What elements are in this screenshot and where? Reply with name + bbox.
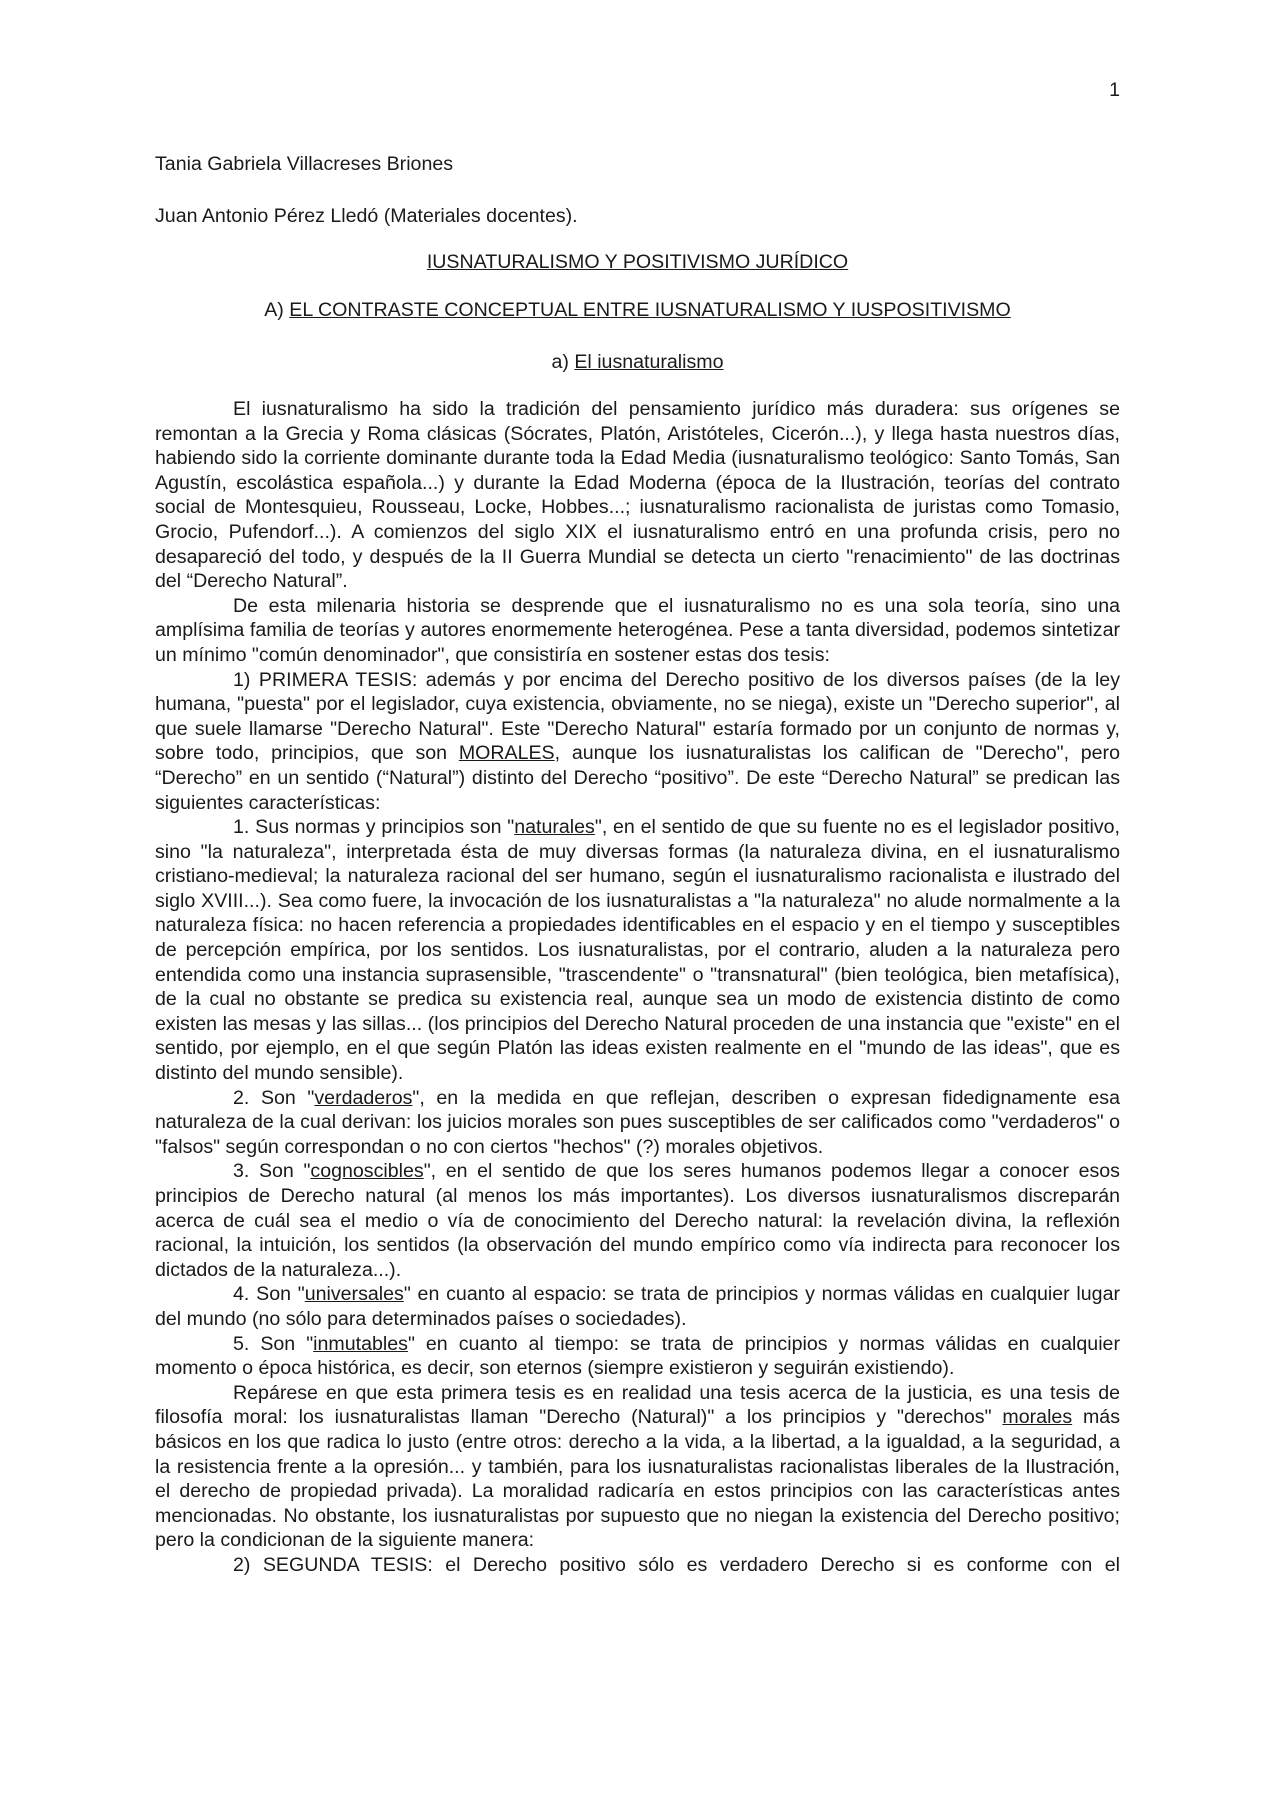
paragraph-text: 1) PRIMERA TESIS: además y por encima del Derecho positivo de los diversos países (de la ley humana, "puesta" por el legislador, cuya existencia, obviamente, no se niega), existe un "Derecho superior", al que suele llamarse "Derecho Natural". Este "Derecho Natural" estaría formado por un conjunto de normas y, sobre todo, principios, que son bbox=[155, 668, 1120, 765]
paragraph-universales bbox=[155, 1282, 1120, 1331]
section-title bbox=[155, 298, 1120, 323]
paragraph-text: 5. Son " bbox=[233, 1332, 314, 1355]
paragraph-text: " en cuanto al tiempo: se trata de principios y normas válidas en cualquier momento o época histórica, es decir, son eternos (siempre existieron y seguirán existiendo). bbox=[155, 1332, 1120, 1380]
paragraph-text: más básicos en los que radica lo justo (entre otros: derecho a la vida, a la libertad, a la igualdad, a la seguridad, a la resistencia frente a la opresión... y también, para los iusnaturalistas racionalistas liberales de la Ilustración, el derecho de propiedad privada). La moralidad radicaría en estos principios con las características antes mencionadas. No obstante, los iusnaturalistas por supuesto que no niegan la existencia del Derecho positivo; pero la condicionan de la siguiente manera: bbox=[155, 1406, 1120, 1552]
emphasis-morales-2: morales bbox=[1002, 1406, 1073, 1429]
paragraph-text: ", en el sentido de que los seres humanos podemos llegar a conocer esos principios de Derecho natural (al menos los más importantes). Los diversos iusnaturalismos discreparán acerca de cuál sea el medio o vía de conocimiento del Derecho natural: la revelación divina, la reflexión racional, la intuición, los sentidos (la observación del mundo empírico como vía indirecta para reconocer los dictados de la naturaleza...). bbox=[155, 1160, 1120, 1281]
subsection-title-text: El iusnaturalismo bbox=[574, 351, 724, 373]
paragraph-inmutables bbox=[155, 1332, 1120, 1381]
paragraph-text: 1. Sus normas y principios son " bbox=[233, 816, 515, 839]
paragraph-text: 2. Son " bbox=[233, 1086, 315, 1109]
subsection-prefix: a) bbox=[551, 351, 575, 373]
emphasis-naturales: naturales bbox=[514, 816, 595, 839]
paragraph-text: , aunque los iusnaturalistas los califican de "Derecho", pero “Derecho” en un sentido (“Natural”) distinto del Derecho “positivo”. De este “Derecho Natural” se predican las siguientes características: bbox=[155, 742, 1120, 814]
paragraph-moral-philosophy bbox=[155, 1381, 1120, 1553]
emphasis-universales: universales bbox=[304, 1283, 404, 1306]
author-line-2: Juan Antonio Pérez Lledó (Materiales docentes). bbox=[155, 205, 578, 227]
paragraph-naturales bbox=[155, 815, 1120, 1086]
emphasis-cognoscibles: cognoscibles bbox=[310, 1160, 424, 1183]
main-title-text: IUSNATURALISMO Y POSITIVISMO JURÍDICO bbox=[426, 251, 849, 273]
subsection-title bbox=[155, 350, 1120, 375]
page-number: 1 bbox=[1109, 79, 1120, 101]
paragraph-verdaderos bbox=[155, 1086, 1120, 1160]
emphasis-verdaderos: verdaderos bbox=[314, 1086, 413, 1109]
main-title bbox=[155, 250, 1120, 275]
paragraph-common-denominator: De esta milenaria historia se desprende que el iusnaturalismo no es una sola teoría, sino una amplísima familia de teorías y autores enormemente heterogénea. Pese a tanta diversidad, podemos sintetizar un mínimo "común denominador", que consistiría en sostener estas dos tesis: bbox=[155, 594, 1120, 666]
paragraph-text: Repárese en que esta primera tesis es en realidad una tesis acerca de la justicia, es una tesis de filosofía moral: los iusnaturalistas llaman "Derecho (Natural)" a los principios y "derechos" bbox=[155, 1381, 1120, 1429]
paragraph-cognoscibles bbox=[155, 1159, 1120, 1282]
paragraph-text: " en cuanto al espacio: se trata de principios y normas válidas en cualquier lugar del mundo (no sólo para determinados países o sociedades). bbox=[155, 1283, 1120, 1330]
body-text bbox=[155, 397, 1120, 1578]
paragraph-second-thesis: 2) SEGUNDA TESIS: el Derecho positivo sólo es verdadero Derecho si es conforme con el bbox=[233, 1553, 1120, 1576]
section-prefix: A) bbox=[264, 299, 290, 321]
author-line-1: Tania Gabriela Villacreses Briones bbox=[155, 153, 454, 175]
paragraph-text: 3. Son " bbox=[233, 1160, 311, 1183]
emphasis-inmutables: inmutables bbox=[313, 1332, 408, 1355]
paragraph-text: ", en la medida en que reflejan, describen o expresan fidedignamente esa naturaleza de la cual derivan: los juicios morales son pues susceptibles de ser calificados como "verdaderos" o "falsos" según correspondan o no con ciertos "hechos" (?) morales objetivos. bbox=[155, 1086, 1120, 1158]
paragraph-text: 4. Son " bbox=[233, 1283, 305, 1306]
paragraph-text: ", en el sentido de que su fuente no es el legislador positivo, sino "la naturaleza", interpretada ésta de muy diversas formas (la naturaleza divina, en el iusnaturalismo cristiano-medieval; la naturaleza racional del ser humano, según el iusnaturalismo racionalista e ilustrado del siglo XVIII...). Sea como fuere, la invocación de los iusnaturalistas a "la naturaleza" no alude normalmente a la naturaleza física: no hacen referencia a propiedades identificables en el espacio y en el tiempo y susceptibles de percepción empírica, por los sentidos. Los iusnaturalistas, por el contrario, aluden a la naturaleza pero entendida como una instancia suprasensible, "trascendente" o "transnatural" (bien teológica, bien metafísica), de la cual no obstante se predica su existencia real, aunque sea un modo de existencia distinto de como existen las mesas y las sillas... (los principios del Derecho Natural proceden de una instancia que "existe" en el sentido, por ejemplo, en el que según Platón las ideas existen realmente en el "mundo de las ideas", que es distinto del mundo sensible). bbox=[155, 816, 1121, 1085]
paragraph-first-thesis bbox=[155, 668, 1120, 816]
section-title-text: EL CONTRASTE CONCEPTUAL ENTRE IUSNATURALISMO Y IUSPOSITIVISMO bbox=[289, 299, 1011, 321]
emphasis-morales: MORALES bbox=[458, 742, 555, 765]
paragraph-history: El iusnaturalismo ha sido la tradición del pensamiento jurídico más duradera: sus orígenes se remontan a la Grecia y Roma clásicas (Sócrates, Platón, Aristóteles, Cicerón...), y llega hasta nuestros días, habiendo sido la corriente dominante durante toda la Edad Media (iusnaturalismo teológico: Santo Tomás, San Agustín, escolástica española...) y durante la Edad Moderna (época de la Ilustración, teorías del contrato social de Montesquieu, Rousseau, Locke, Hobbes...; iusnaturalismo racionalista de juristas como Tomasio, Grocio, Pufendorf...). A comienzos del siglo XIX el iusnaturalismo entró en una profunda crisis, pero no desapareció del todo, y después de la II Guerra Mundial se detecta un cierto "renacimiento" de las doctrinas del “Derecho Natural”. bbox=[155, 398, 1120, 593]
